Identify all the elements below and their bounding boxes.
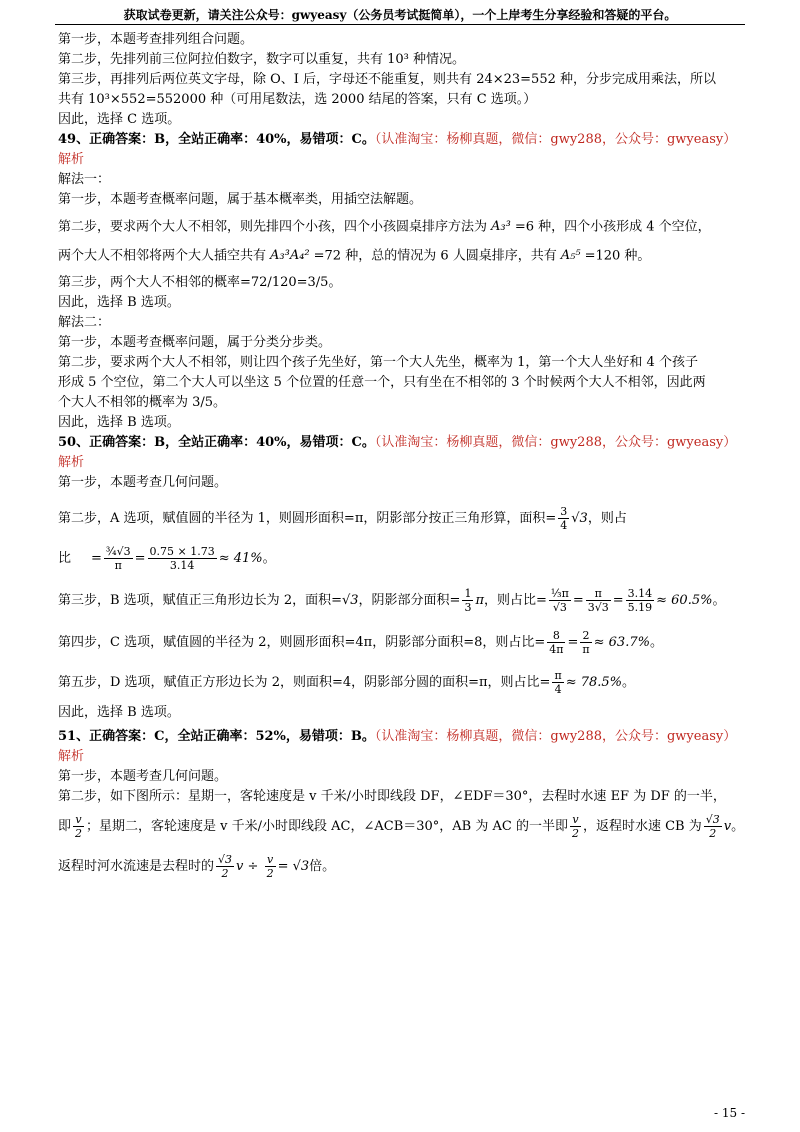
numerator: √3 [218, 853, 233, 866]
text-line: 第一步，本题考查几何问题。 [58, 475, 228, 490]
numerator: π [554, 669, 562, 682]
analysis-label: 解析 [58, 749, 85, 764]
answer-49 [58, 130, 748, 150]
page-header: 获取试卷更新，请关注公众号：gwyeasy（公务员考试挺简单），一个上岸考生分享经验和答疑的平台。 [123, 8, 677, 22]
text-span: 第五步，D 选项，赋值正方形边长为 2，则面积=4，阴影部分圆的面积=π，则占比= [58, 675, 551, 690]
text-span: =72 种，总的情况为 6 人圆桌排序，共有 [313, 248, 557, 263]
numerator: ¾√3 [105, 545, 131, 558]
numerator: v [73, 813, 84, 827]
denominator: 5.19 [627, 601, 653, 614]
fraction [580, 629, 591, 656]
denominator: 3 [464, 601, 472, 614]
text-span: 两个大人不相邻将两个大人插空共有 [58, 248, 267, 263]
text-span: =120 种。 [584, 248, 651, 263]
text-span: ，返程时水速 CB 为 [582, 819, 702, 834]
text-span: 。 [262, 551, 276, 566]
text-span: 。 [649, 635, 663, 650]
fraction [552, 669, 563, 696]
denominator: √3 [552, 601, 567, 614]
fraction [549, 587, 571, 614]
formula: ≈ 60.5% [656, 593, 713, 608]
numerator: 3 [560, 505, 568, 518]
numerator: √3 [705, 813, 720, 826]
text-span: 即 [58, 819, 72, 834]
text-line: 第一步，本题考查排列组合问题。 [58, 32, 254, 47]
text-line: 解法一： [58, 172, 111, 187]
answer-text: 51、正确答案：C，全站正确率：52%，易错项：B。 [58, 729, 375, 744]
text-span: 第四步，C 选项，赋值圆的半径为 2，则圆形面积=4π，阴影部分面积=8，则占比= [58, 635, 546, 650]
text-line: 第一步，本题考查概率问题，属于基本概率类，用插空法解题。 [58, 192, 423, 207]
text-line: 个大人不相邻的概率为 3/5。 [58, 395, 227, 410]
text-span: 第二步，要求两个大人不相邻，则先排四个小孩，四个小孩圆桌排序方法为 [58, 219, 488, 235]
fraction [104, 545, 133, 572]
text-line: 共有 10³×552=552000 种（可用尾数法，选 2000 结尾的答案，只有 C 选项。） [58, 92, 537, 107]
text-line [58, 239, 748, 274]
formula: ≈ 63.7% [593, 635, 650, 650]
formula: = √3 [277, 859, 310, 874]
formula: √3 [341, 593, 359, 608]
denominator: π [582, 643, 590, 656]
formula: ÷ [247, 859, 259, 874]
numerator: 3.14 [627, 587, 653, 600]
denominator: 3.14 [169, 559, 195, 572]
fraction [148, 545, 217, 572]
denominator: 2 [571, 827, 579, 840]
text-span: =6 种，四个小孩形成 4 个空位， [514, 219, 711, 235]
text-line: 因此，选择 B 选项。 [58, 415, 180, 430]
formula: ≈ 41% [218, 551, 263, 566]
formula: A₃³A₄² [270, 247, 310, 263]
answer-note: （认准淘宝：杨柳真题，微信：gwy288，公众号：gwyeasy） [374, 132, 737, 147]
formula: A₃³ [491, 219, 511, 234]
fraction [704, 813, 722, 840]
text-line: 第一步，本题考查概率问题，属于分类分步类。 [58, 335, 332, 350]
fraction [558, 505, 569, 532]
text-line: 因此，选择 B 选项。 [58, 705, 180, 720]
document-body [58, 30, 748, 887]
text-span: 。 [622, 675, 636, 690]
text-line [58, 499, 748, 539]
text-span: ，则占 [587, 511, 627, 526]
formula: ≈ 78.5% [565, 675, 623, 690]
text-span: 第三步，B 选项，赋值正三角形边长为 2，面积= [58, 593, 342, 608]
text-line [58, 807, 748, 847]
analysis-label: 解析 [58, 152, 85, 167]
text-line: 第二步，先排列前三位阿拉伯数字，数字可以重复，共有 10³ 种情况。 [58, 52, 466, 67]
fraction [586, 587, 611, 614]
text-line: 第四步，C 选项，赋值圆的半径为 2，则圆形面积=4π，阴影部分面积=8，则占比= $\frac{8}{4\pi}$ = $\frac{2}{\pi}$ ≈ 63.7%。 [58, 629, 663, 656]
text-span: 倍。 [309, 859, 336, 874]
analysis-label: 解析 [58, 455, 85, 470]
text-span: ，则占比= [484, 593, 547, 608]
fraction [570, 813, 581, 840]
text-line: 解法二： [58, 315, 111, 330]
numerator: ⅓π [550, 587, 569, 600]
text-line: 形成 5 个空位，第二个大人可以坐这 5 个位置的任意一个，只有坐在不相邻的 3 个时候两个大人不相邻，因此两 [58, 375, 706, 390]
denominator: 2 [709, 827, 717, 840]
formula: √3 [571, 511, 588, 526]
numerator: 1 [464, 587, 472, 600]
numerator: v [265, 853, 276, 867]
formula: v [236, 859, 244, 874]
fraction [216, 853, 234, 880]
text-line [58, 847, 748, 887]
text-line: 因此，选择 C 选项。 [58, 112, 181, 127]
text-line: 比 = $\frac{\text{¾√3}}{\pi}$ = $\frac{0.75 \times 1.73}{3.14}$ ≈ 41%。 [58, 545, 276, 572]
fraction [265, 853, 276, 880]
formula: π [475, 593, 484, 608]
numerator: 0.75 × 1.73 [149, 545, 215, 558]
page-number: - 15 - [713, 1106, 745, 1120]
numerator: π [586, 587, 611, 601]
answer-50 [58, 433, 748, 453]
answer-51 [58, 727, 748, 747]
denominator: 4 [554, 683, 562, 696]
formula: v [723, 819, 732, 834]
denominator: 2 [221, 867, 229, 880]
text-line: 第三步，两个大人不相邻的概率=72/120=3/5。 [58, 275, 342, 290]
text-span: ；星期二，客轮速度是 v 千米/小时即线段 AC，∠ACB＝30°，AB 为 AC 的一半即 [86, 819, 568, 834]
numerator: 8 [547, 629, 565, 643]
fraction [626, 587, 655, 614]
answer-note: （认准淘宝：杨柳真题，微信：gwy288，公众号：gwyeasy） [374, 729, 737, 744]
denominator: π [114, 559, 122, 572]
fraction [547, 629, 565, 656]
text-line [58, 663, 748, 703]
denominator: 3√3 [587, 601, 609, 614]
text-span: 第二步，A 选项，赋值圆的半径为 1，则圆形面积=π，阴影部分按正三角形算，面积= [58, 511, 557, 526]
text-line: 第三步，再排列后两位英文字母，除 O、I 后，字母还不能重复，则共有 24×23=552 种，分步完成用乘法，所以 [58, 72, 717, 87]
formula: A₅⁵ [560, 247, 581, 263]
header-rule [55, 24, 745, 25]
text-span: 比 [58, 551, 72, 566]
denominator: 4 [560, 519, 568, 532]
denominator: 2 [266, 867, 274, 880]
text-line: 第一步，本题考查几何问题。 [58, 769, 228, 784]
text-span: 返程时河水流速是去程时的 [58, 859, 215, 874]
denominator: 4π [549, 643, 564, 656]
numerator: 2 [580, 629, 591, 643]
text-span: 。 [731, 819, 745, 834]
answer-text: 49、正确答案：B，全站正确率：40%，易错项：C。 [58, 132, 375, 147]
text-line: 第二步，如下图所示：星期一，客轮速度是 v 千米/小时即线段 DF，∠EDF＝30°，去程时水速 EF 为 DF 的一半， [58, 789, 726, 804]
answer-text: 50、正确答案：B，全站正确率：40%，易错项：C。 [58, 435, 375, 450]
fraction [73, 813, 84, 840]
denominator: 2 [75, 827, 83, 840]
text-span: ，阴影部分面积= [358, 593, 461, 608]
numerator: v [570, 813, 581, 827]
text-line: 第二步，要求两个大人不相邻，则让四个孩子先坐好，第一个大人先坐，概率为 1，第一个大人坐好和 4 个孩子 [58, 355, 698, 370]
fraction [462, 587, 473, 614]
text-line: 第三步，B 选项，赋值正三角形边长为 2，面积=√3，阴影部分面积= $\frac{1}{3}$ π，则占比= $\frac{\text{⅓π}}{√3}$ = $\frac{\pi}{3√3}$ = $\frac{3.14}{5.19}$ ≈ 60.5%。 [58, 587, 726, 614]
text-line: 因此，选择 B 选项。 [58, 295, 180, 310]
answer-note: （认准淘宝：杨柳真题，微信：gwy288，公众号：gwyeasy） [374, 435, 737, 450]
text-span: 。 [712, 593, 726, 608]
